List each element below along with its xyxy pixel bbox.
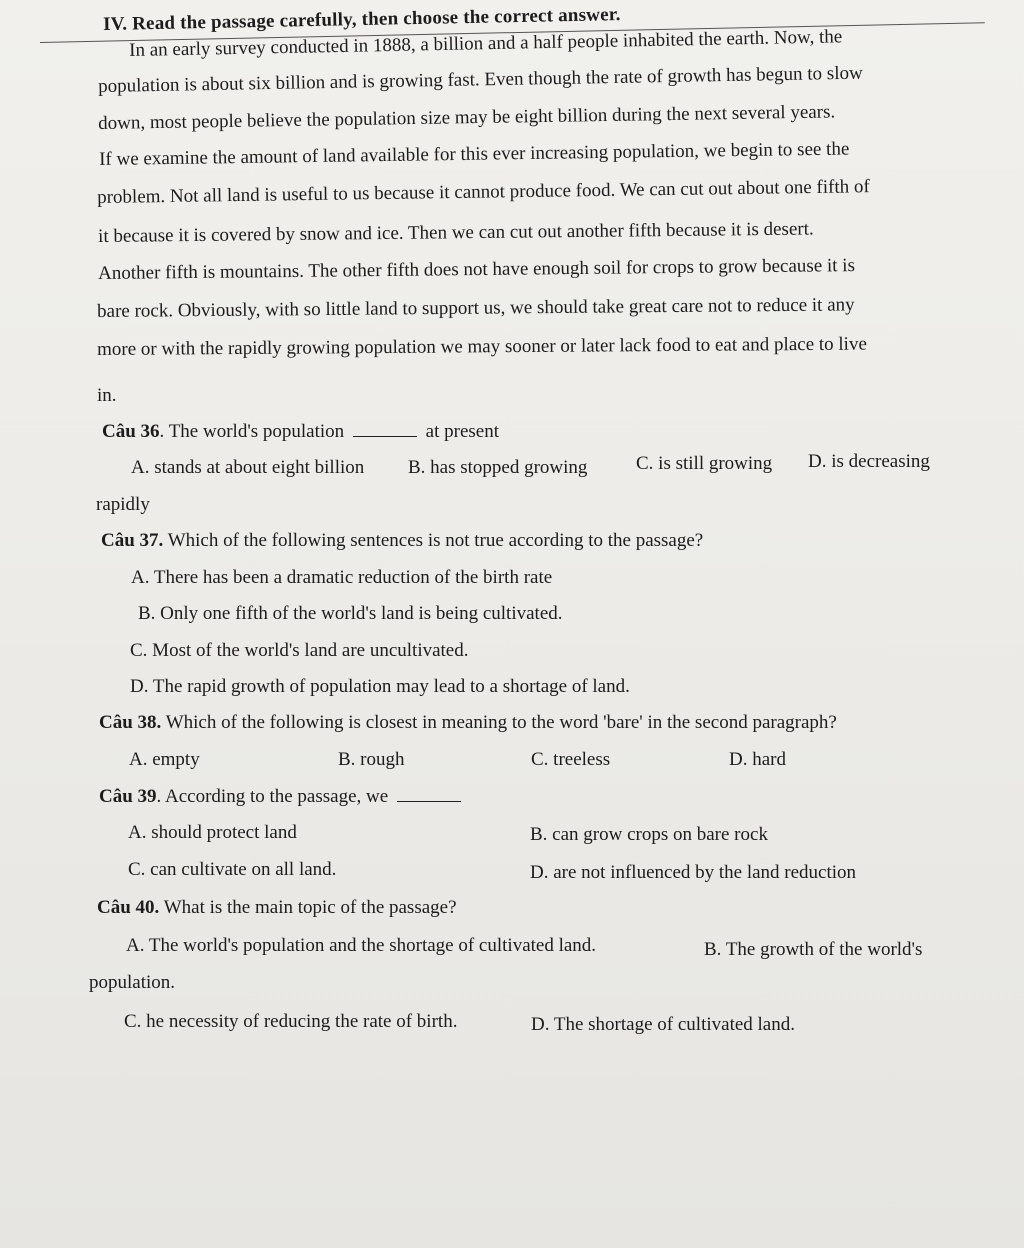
- option-b: B. can grow crops on bare rock: [530, 824, 768, 845]
- option-d: D. hard: [729, 749, 786, 770]
- option-b: B. has stopped growing: [408, 457, 588, 478]
- option-a: A. stands at about eight billion: [131, 457, 365, 478]
- option-a: A. The world's population and the shortage of cultivated land.: [126, 935, 597, 956]
- question-40-stem: [97, 897, 457, 919]
- option-b: B. The growth of the world's: [704, 939, 923, 960]
- option-c: C. he necessity of reducing the rate of birth.: [124, 1011, 458, 1032]
- question-37-text: Which of the following sentences is not true according to the passage?: [163, 530, 704, 551]
- passage-line: If we examine the amount of land available for this ever increasing population, we begin to see the: [99, 138, 850, 170]
- passage-line: down, most people believe the population size may be eight billion during the next several years.: [98, 101, 836, 134]
- question-37-label: Câu 37.: [101, 530, 164, 551]
- answer-blank: [397, 787, 461, 802]
- question-38-text: Which of the following is closest in meaning to the word 'bare' in the second paragraph?: [161, 712, 837, 733]
- question-38-stem: [99, 712, 837, 734]
- option-d: D. The rapid growth of population may lead to a shortage of land.: [130, 676, 630, 697]
- question-40-text: What is the main topic of the passage?: [159, 897, 457, 918]
- question-37-stem: [101, 530, 703, 552]
- answer-blank: [353, 422, 417, 437]
- passage-line: In an early survey conducted in 1888, a billion and a half people inhabited the earth. Now, the: [129, 26, 843, 61]
- option-c: C. Most of the world's land are uncultivated.: [130, 640, 469, 661]
- question-36-text: . The world's population: [159, 421, 345, 442]
- question-40-label: Câu 40.: [97, 897, 160, 918]
- question-39-text: . According to the passage, we: [156, 786, 389, 807]
- passage-line: in.: [97, 385, 117, 406]
- question-36-label: Câu 36: [102, 421, 160, 442]
- option-b-continued: population.: [89, 972, 176, 993]
- option-d: D. The shortage of cultivated land.: [531, 1014, 795, 1035]
- passage-line: problem. Not all land is useful to us because it cannot produce food. We can cut out about one fifth of: [97, 176, 870, 208]
- option-b: B. rough: [338, 749, 405, 770]
- question-36-stem: [102, 421, 499, 443]
- passage-line: more or with the rapidly growing population we may sooner or later lack food to eat and place to live: [97, 333, 867, 360]
- passage-line: it because it is covered by snow and ice. Then we can cut out another fifth because it is desert.: [98, 218, 814, 247]
- option-a: A. There has been a dramatic reduction of the birth rate: [131, 567, 553, 588]
- section-title: IV. Read the passage carefully, then choose the correct answer.: [103, 4, 621, 35]
- question-39-label: Câu 39: [99, 786, 157, 807]
- question-36-text-after: at present: [425, 421, 499, 442]
- option-b: B. Only one fifth of the world's land is being cultivated.: [138, 603, 563, 624]
- option-c: C. treeless: [531, 749, 611, 770]
- option-a: A. should protect land: [128, 822, 297, 843]
- option-d: D. is decreasing: [808, 451, 930, 472]
- question-38-label: Câu 38.: [99, 712, 162, 733]
- question-39-stem: [99, 786, 465, 808]
- passage-line: bare rock. Obviously, with so little land to support us, we should take great care not to reduce it any: [97, 294, 855, 322]
- passage-line: population is about six billion and is growing fast. Even though the rate of growth has begun to slow: [98, 62, 863, 97]
- option-d-continued: rapidly: [96, 494, 150, 515]
- option-c: C. can cultivate on all land.: [128, 859, 337, 880]
- passage-line: Another fifth is mountains. The other fifth does not have enough soil for crops to grow because it is: [98, 255, 856, 284]
- option-a: A. empty: [129, 749, 200, 770]
- option-c: C. is still growing: [636, 453, 773, 474]
- option-d: D. are not influenced by the land reduction: [530, 862, 857, 883]
